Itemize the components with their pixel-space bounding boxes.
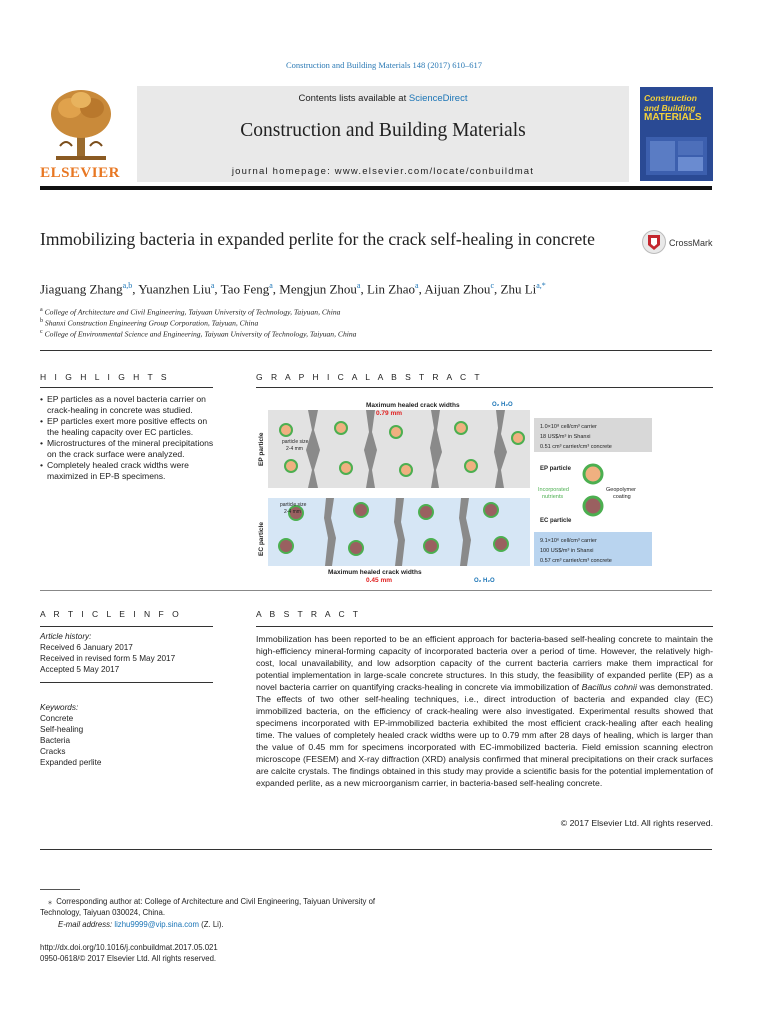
email-link[interactable]: lizhu9999@vip.sina.com xyxy=(114,920,199,929)
abstract-text: Immobilization has been reported to be an efficient approach for bacteria-based self-healing concrete to maintain the high-efficiency mineral-forming capacity of incorporated bacteria over a period of time. However, the relatively high-cost, local unavailability, and low adsorption capacity of the current bacteria carriers make them impractical for potential implementation in large-scale concrete structures. In this study, the feasibility of expanded perlite (EP) as a novel bacteria carrier on quantifying cracks-healing in concrete via immobilization of Bacillus cohnii was demonstrated. The effects of two other self-healing techniques, i.e., direct introduction of bacteria and expanded clay (EC) immobilized bacteria, on the efficiency of crack-healing were also investigated. Experimental results showed that specimens incorporated with EP-immobilized bacteria exhibited the most efficient crack-healing after each healing time. The values of completely healed crack widths were up to 0.79 mm after 28 days of healing, which is larger than the value of 0.45 mm for specimens incorporated with EC-immobilized bacteria. Field emission scanning electron microscope (FESEM) and X-ray diffraction (XRD) analysis confirmed that mineral precipitations on their crack surfaces are calcite crystals. The findings obtained in this study may provide a scientific basis for the potential implementation of expanded perlite, as a new microorganism carrier, in bacteria-based self-healing concrete. xyxy=(256,634,713,788)
diagram-ec-label: EC particle xyxy=(540,518,572,524)
author-affiliation-mark[interactable]: a,b xyxy=(122,281,133,290)
author-separator: , xyxy=(214,281,221,297)
particle-size-top: particle size xyxy=(282,439,309,445)
highlight-item: • Completely healed crack widths were maximized in EP-B specimens. xyxy=(40,460,220,482)
journal-title: Construction and Building Materials xyxy=(240,120,526,141)
article-history xyxy=(40,631,220,675)
section-rule-2 xyxy=(40,590,712,591)
diagram-nutrients: nutrients xyxy=(542,494,564,500)
bottom-max-value: 0.45 mm xyxy=(366,577,393,584)
author-name: Tao Feng xyxy=(220,281,270,297)
contents-line xyxy=(137,93,629,104)
keyword: Concrete xyxy=(40,714,74,723)
author-list xyxy=(40,281,720,297)
affiliation-b: $^b$ Shanxi Construction Engineering Group Corporation, Taiyuan, China xyxy=(40,318,259,328)
highlight-item: • Microstructures of the mineral precipitations on the crack surface were analyzed. xyxy=(40,438,220,460)
sciencedirect-link[interactable]: ScienceDirect xyxy=(408,93,468,104)
author-name: Mengjun Zhou xyxy=(279,281,357,297)
author-name: Lin Zhao xyxy=(366,281,415,297)
journal-cover[interactable] xyxy=(640,87,713,181)
author-affiliation-mark[interactable]: a,* xyxy=(536,281,546,290)
author-separator: , xyxy=(360,281,367,297)
particle-size-top-value: 2-4 mm xyxy=(286,446,303,452)
bottom-rule xyxy=(40,849,712,850)
journal-homepage[interactable]: journal homepage: www.elsevier.com/locate/conbuildmat xyxy=(231,166,535,177)
diagram-geopolymer: Geopolymer xyxy=(606,487,636,493)
keyword: Self-healing xyxy=(40,725,84,734)
doi-link[interactable]: http://dx.doi.org/10.1016/j.conbuildmat.2017.05.021 xyxy=(40,943,218,952)
affiliation-c: $^c$ College of Environmental Science and Engineering, Taiyuan University of Technology, Taiyuan, China xyxy=(40,329,357,339)
keyword: Cracks xyxy=(40,747,66,756)
keywords-label: Keywords: xyxy=(40,703,79,712)
email-line: E-mail address: lizhu9999@vip.sina.com (Z. Li). xyxy=(58,920,224,929)
author-name: Zhu Li xyxy=(500,281,537,297)
cover-image xyxy=(646,137,707,175)
article-info-rule xyxy=(40,626,213,627)
issn-line: 0950-0618/© 2017 Elsevier Ltd. All rights reserved. xyxy=(40,954,217,963)
elsevier-tree-logo xyxy=(46,86,116,164)
highlights-rule xyxy=(40,387,213,388)
affiliation-a: $^a$ College of Architecture and Civil Engineering, Taiyuan University of Technology, Taiyuan, China xyxy=(40,307,341,317)
highlight-item: • EP particles as a novel bacteria carrier on crack-healing in concrete was studied. xyxy=(40,394,220,416)
species-name: Bacillus cohnii xyxy=(581,682,637,692)
author-affiliation-mark[interactable]: a xyxy=(356,281,361,290)
revised-date: Received in revised form 5 May 2017 xyxy=(40,654,176,663)
author-affiliation-mark[interactable]: a xyxy=(415,281,419,290)
ec-stat-2: 100 US$/m³ in Shanxi xyxy=(540,548,594,554)
keyword: Expanded perlite xyxy=(40,758,102,767)
diagram-ep-label: EP particle xyxy=(540,466,571,472)
cover-title-line2: and Building xyxy=(644,103,696,113)
corresponding-author-note: ⁎ Corresponding author at: College of Architecture and Civil Engineering, Taiyuan University of Technology, Taiyuan 030024, China. xyxy=(40,897,376,917)
highlight-item: • EP particles exert more positive effects on the healing capacity over EC particles. xyxy=(40,416,220,438)
cover-title-line1: Construction xyxy=(644,93,697,103)
author-name: Yuanzhen Liu xyxy=(138,281,211,297)
ep-stat-1: 1.0×10⁸ cell/cm³ carrier xyxy=(540,424,597,430)
article-info-heading: A R T I C L E I N F O xyxy=(40,609,182,619)
author-separator: , xyxy=(418,281,425,297)
bottom-max-label: Maximum healed crack widths xyxy=(328,569,422,576)
highlights-heading: H I G H L I G H T S xyxy=(40,372,170,382)
author-separator: , xyxy=(272,281,280,297)
particle-size-bottom: particle size xyxy=(280,502,307,508)
accepted-date: Accepted 5 May 2017 xyxy=(40,665,120,674)
paper-title: Immobilizing bacteria in expanded perlite for the crack self-healing in concrete xyxy=(40,229,595,249)
diagram-ep-particle xyxy=(584,465,602,483)
section-rule xyxy=(40,350,712,351)
abstract-rule xyxy=(256,626,713,627)
header-rule xyxy=(40,186,712,190)
ec-stat-1: 9.1×10⁶ cell/cm³ carrier xyxy=(540,538,597,544)
particle-size-bottom-value: 2-4 mm xyxy=(284,509,301,515)
footnote-rule xyxy=(40,889,80,890)
ep-side-label: EP particle xyxy=(258,432,265,466)
graphical-abstract-heading: G R A P H I C A L A B S T R A C T xyxy=(256,372,483,382)
author-affiliation-mark[interactable]: a xyxy=(210,281,215,290)
graphical-abstract-rule xyxy=(256,387,713,388)
abstract-copyright: © 2017 Elsevier Ltd. All rights reserved. xyxy=(560,818,713,828)
ec-stat-3: 0.57 cm³ carrier/cm³ concrete xyxy=(540,558,612,564)
author-affiliation-mark[interactable]: c xyxy=(490,281,494,290)
author-separator: , xyxy=(132,281,139,297)
keywords-block xyxy=(40,702,220,768)
journal-reference[interactable]: Construction and Building Materials 148 (2017) 610–617 xyxy=(286,60,482,70)
author-separator: , xyxy=(494,281,501,297)
diagram-ec-particle xyxy=(584,497,602,515)
history-label: Article history: xyxy=(40,632,92,641)
diagram-coating: coating xyxy=(613,494,631,500)
received-date: Received 6 January 2017 xyxy=(40,643,133,652)
top-max-label: Maximum healed crack widths xyxy=(366,402,460,409)
top-o2-h2o: O₂ H₂O xyxy=(492,402,513,408)
diagram-incorporated: Incorporated xyxy=(538,487,569,493)
author-affiliation-mark[interactable]: a xyxy=(269,281,273,290)
author-name: Aijuan Zhou xyxy=(424,281,491,297)
abstract-heading: A B S T R A C T xyxy=(256,609,362,619)
ep-stat-3: 0.51 cm³ carrier/cm³ concrete xyxy=(540,444,612,450)
elsevier-wordmark: ELSEVIER xyxy=(40,165,120,181)
crossmark-icon[interactable] xyxy=(642,229,666,255)
highlights-list xyxy=(40,394,220,482)
footnote-star: ⁎ xyxy=(48,897,52,906)
cover-title-line3: MATERIALS xyxy=(644,112,702,123)
keywords-rule xyxy=(40,682,213,683)
graphical-abstract-figure xyxy=(256,398,654,584)
top-max-value: 0.79 mm xyxy=(376,410,403,417)
bottom-o2-h2o: O₂ H₂O xyxy=(474,578,495,584)
crossmark-label[interactable]: CrossMark xyxy=(669,238,713,248)
author-name: Jiaguang Zhang xyxy=(40,281,123,297)
ep-stat-2: 18 US$/m³ in Shanxi xyxy=(540,434,591,440)
contents-prefix: Contents lists available at xyxy=(298,93,409,104)
ec-side-label: EC particle xyxy=(258,522,265,556)
keyword: Bacteria xyxy=(40,736,71,745)
